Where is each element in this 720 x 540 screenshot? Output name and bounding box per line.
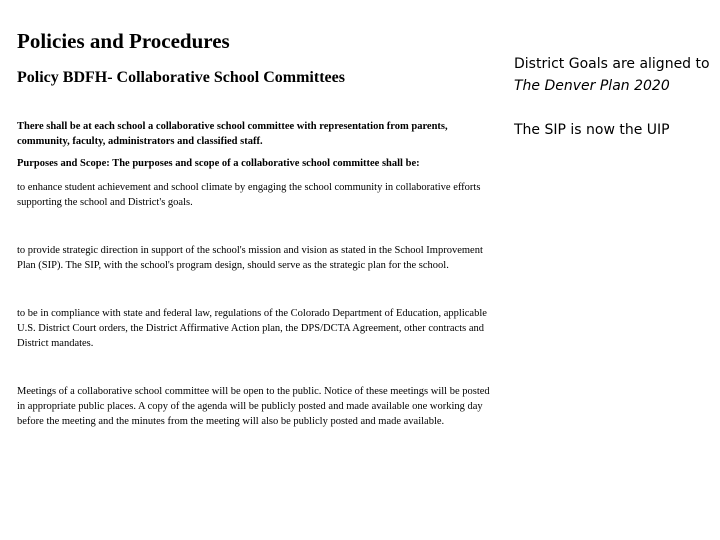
policy-subtitle: Policy BDFH- Collaborative School Committees: [17, 69, 345, 86]
purpose-item-1: to enhance student achievement and school climate by engaging the school community in collaborative efforts supporting the school and District's goals.: [17, 182, 481, 208]
scope-heading: Purposes and Scope: The purposes and scope of a collaborative school committee shall be:: [17, 158, 420, 169]
purpose-item-3: to be in compliance with state and federal law, regulations of the Colorado Department of Education, applicable U.S. District Court orders, the District Affirmative Action plan, the DPS/DCTA Agreement, other contracts and District mandates.: [17, 308, 487, 349]
sip-note: The SIP is now the UIP: [514, 122, 670, 138]
goals-note-line1: District Goals are aligned to: [514, 56, 710, 72]
meetings-paragraph: Meetings of a collaborative school committee will be open to the public. Notice of these meetings will be posted in appropriate public places. A copy of the agenda will be publicly posted and made available one working day before the meeting and the minutes from the meeting will also be publicly posted and made available.: [17, 386, 490, 427]
page-title: Policies and Procedures: [17, 29, 230, 53]
side-notes: [514, 53, 720, 141]
policy-document: [17, 28, 497, 429]
intro-paragraph: There shall be at each school a collaborative school committee with representation from parents, community, faculty, administrators and classified staff.: [17, 121, 448, 147]
goals-note-line2: The Denver Plan 2020: [514, 78, 670, 94]
purpose-item-2: to provide strategic direction in support of the school's mission and vision as stated in the School Improvement Plan (SIP). The SIP, with the school's program design, should serve as the strategic plan for the school.: [17, 245, 483, 271]
